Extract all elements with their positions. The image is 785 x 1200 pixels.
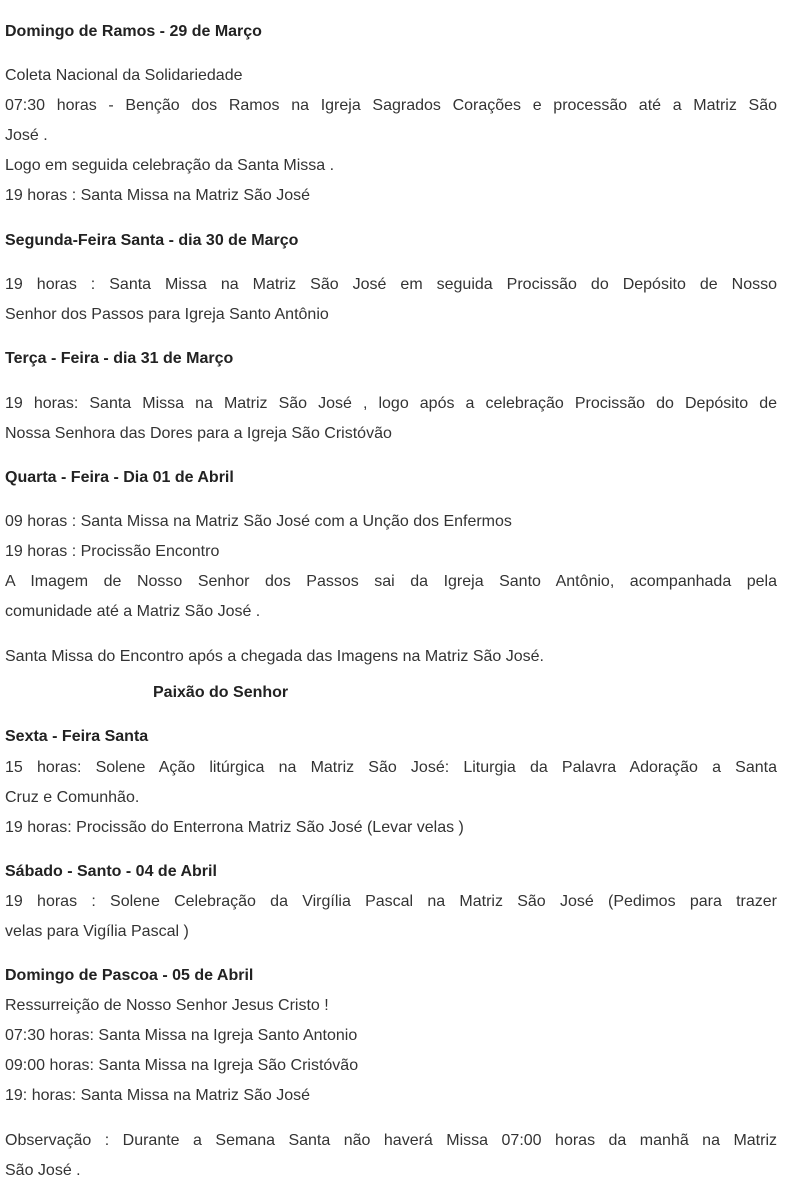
section-heading-terca-feira: Terça - Feira - dia 31 de Março	[5, 350, 234, 367]
text-line: A Imagem de Nosso Senhor dos Passos sai da Igreja Santo Antônio, acompanhada pela	[5, 573, 777, 590]
text-line: velas para Vigília Pascal )	[5, 923, 189, 940]
text-line: 07:30 horas - Benção dos Ramos na Igreja Sagrados Corações e processão até a Matriz São	[5, 97, 777, 114]
section-heading-quarta-feira: Quarta - Feira - Dia 01 de Abril	[5, 469, 234, 486]
text-line: 19 horas : Santa Missa na Matriz São José	[5, 187, 311, 204]
text-line: Santa Missa do Encontro após a chegada das Imagens na Matriz São José.	[5, 648, 544, 665]
text-line: 19 horas: Procissão do Enterrona Matriz São José (Levar velas )	[5, 819, 464, 836]
text-line: 07:30 horas: Santa Missa na Igreja Santo Antonio	[5, 1027, 358, 1044]
text-line: 19 horas : Santa Missa na Matriz São José em seguida Procissão do Depósito de Nosso	[5, 276, 777, 293]
text-line: José .	[5, 127, 48, 144]
text-line: Nossa Senhora das Dores para a Igreja São Cristóvão	[5, 425, 392, 442]
text-line: 15 horas: Solene Ação litúrgica na Matriz São José: Liturgia da Palavra Adoração a Santa	[5, 759, 777, 776]
text-line: 19: horas: Santa Missa na Matriz São José	[5, 1087, 311, 1104]
section-heading-sabado-santo: Sábado - Santo - 04 de Abril	[5, 863, 217, 880]
text-line: 19 horas: Santa Missa na Matriz São José , logo após a celebração Procissão do Depósito de	[5, 395, 777, 412]
section-heading-segunda-feira: Segunda-Feira Santa - dia 30 de Março	[5, 232, 299, 249]
observation-note: Observação : Durante a Semana Santa não haverá Missa 07:00 horas da manhã na Matriz	[5, 1132, 777, 1149]
text-line: Cruz e Comunhão.	[5, 789, 140, 806]
text-line: Logo em seguida celebração da Santa Missa .	[5, 157, 335, 174]
text-line: comunidade até a Matriz São José .	[5, 603, 261, 620]
observation-note-continued: São José .	[5, 1162, 81, 1179]
text-line: 19 horas : Solene Celebração da Virgília Pascal na Matriz São José (Pedimos para trazer	[5, 893, 777, 910]
text-line: Coleta Nacional da Solidariedade	[5, 67, 243, 84]
text-line: 19 horas : Procissão Encontro	[5, 543, 220, 560]
section-heading-sexta-feira: Sexta - Feira Santa	[5, 728, 149, 745]
text-line: 09:00 horas: Santa Missa na Igreja São Cristóvão	[5, 1057, 359, 1074]
text-line: Senhor dos Passos para Igreja Santo Antônio	[5, 306, 329, 323]
section-heading-domingo-de-pascoa: Domingo de Pascoa - 05 de Abril	[5, 967, 254, 984]
section-heading-domingo-de-ramos: Domingo de Ramos - 29 de Março	[5, 23, 262, 40]
text-line: Ressurreição de Nosso Senhor Jesus Cristo !	[5, 997, 329, 1014]
text-line: 09 horas : Santa Missa na Matriz São José com a Unção dos Enfermos	[5, 513, 512, 530]
subheading-paixao-do-senhor: Paixão do Senhor	[153, 684, 289, 701]
